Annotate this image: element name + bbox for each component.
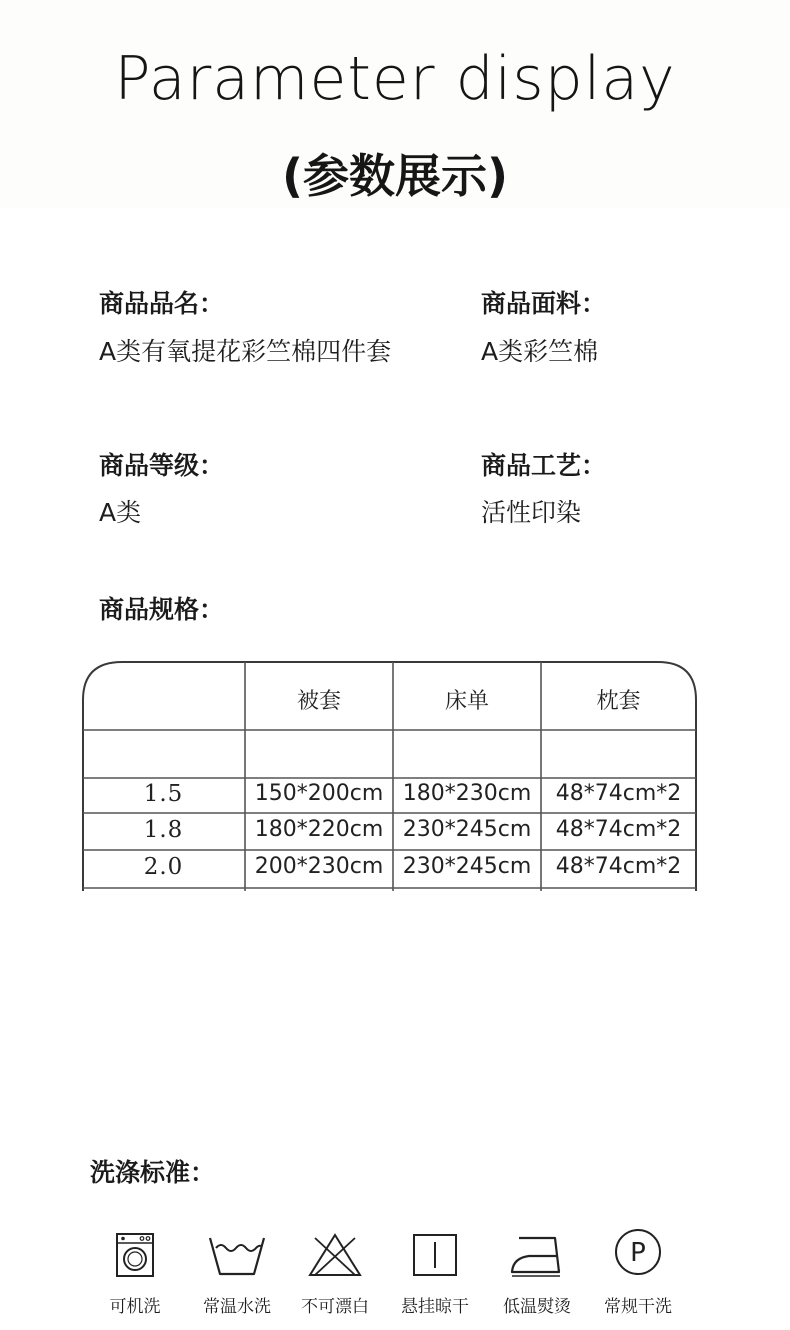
care-item — [385, 1232, 485, 1317]
craft-label: 商品工艺： — [481, 451, 607, 480]
iron-icon — [509, 1232, 565, 1278]
spec-table — [82, 660, 698, 892]
care-label: 可机洗 — [109, 1297, 161, 1317]
row-duvet: 150*200cm — [254, 781, 384, 806]
grade-label: 商品等级： — [99, 451, 225, 480]
care-item — [85, 1232, 185, 1317]
row-size: 1.8 — [143, 817, 184, 843]
care-item — [588, 1227, 688, 1317]
row-size: 2.0 — [143, 854, 184, 880]
row-pillow: 48*74cm*2 — [555, 781, 682, 806]
page-title-en: Parameter display — [114, 44, 676, 114]
header-bed-sheet: 床单 — [444, 689, 489, 714]
no-bleach-icon — [307, 1232, 363, 1278]
fabric-value: A类彩竺棉 — [481, 337, 599, 366]
care-item — [285, 1232, 385, 1317]
product-name-label: 商品品名： — [99, 289, 225, 318]
dry-clean-icon — [613, 1227, 663, 1277]
row-sheet: 230*245cm — [402, 854, 532, 879]
row-size: 1.5 — [143, 781, 184, 807]
row-pillow: 48*74cm*2 — [555, 817, 682, 842]
row-sheet: 230*245cm — [402, 817, 532, 842]
svg-text:P: P — [630, 1238, 646, 1268]
care-label: 低温熨烫 — [503, 1297, 571, 1317]
care-item — [187, 1232, 287, 1317]
washing-machine-icon — [115, 1232, 155, 1278]
fabric-label: 商品面料： — [481, 289, 607, 318]
product-name-value: A类有氧提花彩竺棉四件套 — [99, 337, 392, 366]
care-label: 悬挂晾干 — [401, 1297, 469, 1317]
spec-label: 商品规格： — [99, 595, 225, 624]
page-title-cn: (参数展示) — [281, 149, 509, 203]
wash-tub-icon — [207, 1232, 267, 1278]
care-label: 常规干洗 — [604, 1297, 672, 1317]
care-label: 不可漂白 — [301, 1297, 369, 1317]
row-sheet: 180*230cm — [402, 781, 532, 806]
row-duvet: 200*230cm — [254, 854, 384, 879]
care-item — [487, 1232, 587, 1317]
care-label: 常温水洗 — [203, 1297, 271, 1317]
row-pillow: 48*74cm*2 — [555, 854, 682, 879]
header-duvet-cover: 被套 — [296, 689, 341, 714]
craft-value: 活性印染 — [481, 498, 582, 527]
header-pillowcase: 枕套 — [596, 689, 641, 714]
grade-value: A类 — [99, 498, 142, 527]
hang-dry-icon — [412, 1232, 458, 1278]
wash-standard-title: 洗涤标准： — [90, 1158, 216, 1187]
row-duvet: 180*220cm — [254, 817, 384, 842]
